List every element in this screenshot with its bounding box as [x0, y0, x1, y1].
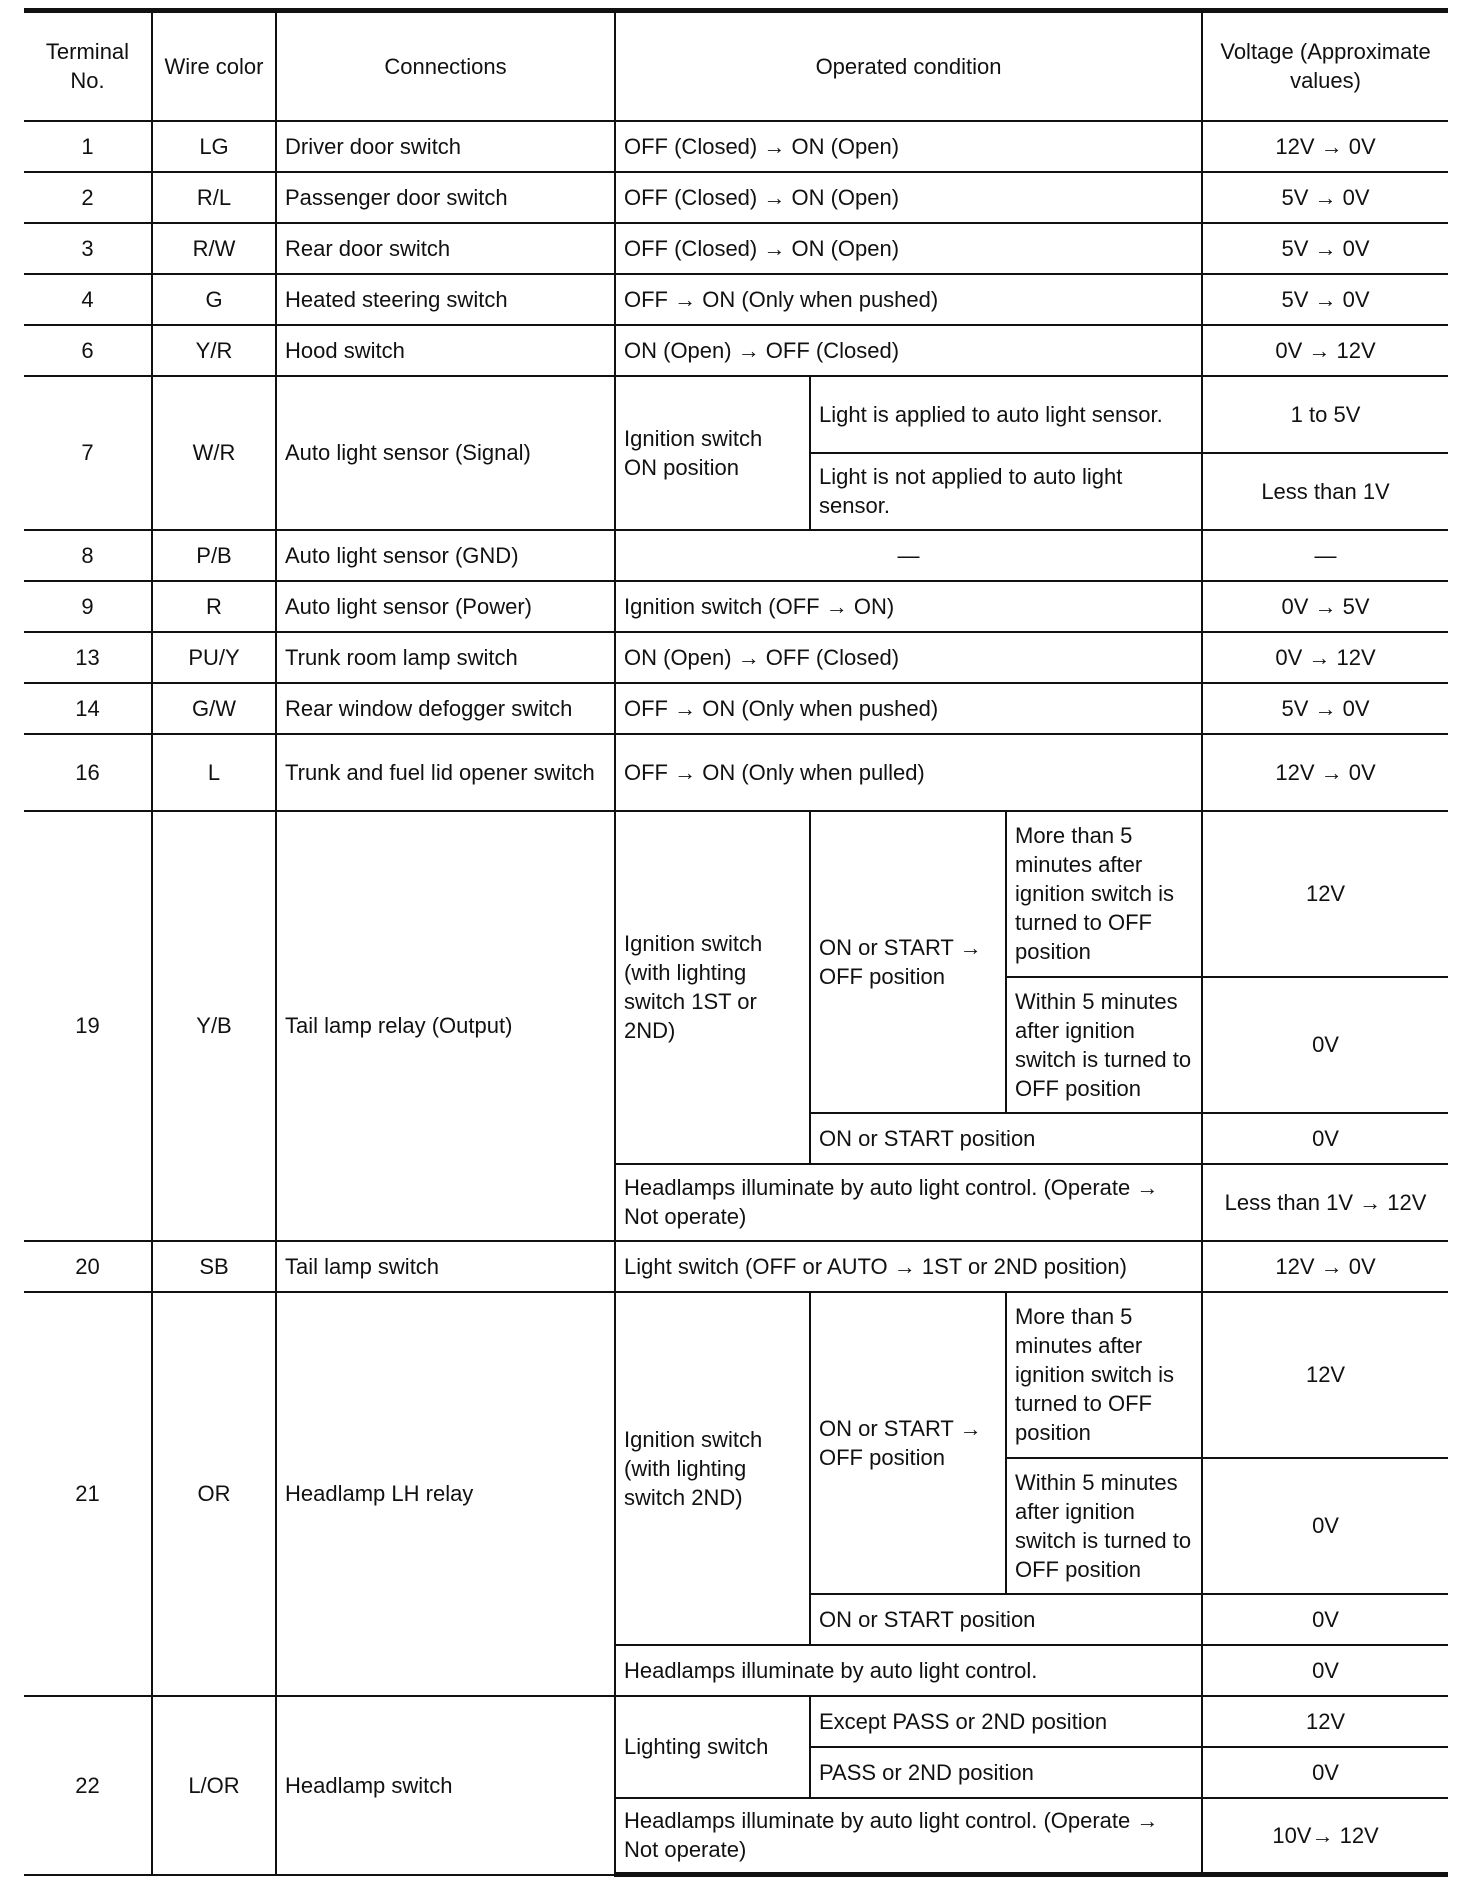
header-operated-condition: Operated condition: [615, 11, 1202, 121]
terminal-voltage-sheet: [24, 8, 1448, 1877]
terminal-number: 21: [24, 1292, 152, 1696]
header-wire-color: Wire color: [152, 11, 276, 121]
wire-color: R/L: [152, 172, 276, 223]
condition-light-applied: Light is applied to auto light sensor.: [810, 376, 1202, 453]
wire-color: R/W: [152, 223, 276, 274]
voltage-value: 5V → 0V: [1202, 683, 1448, 734]
table-row-terminal-16: [24, 734, 1448, 811]
table-row-terminal-8: [24, 530, 1448, 581]
terminal-number: 1: [24, 121, 152, 172]
condition-group: Ignition switch (with lighting switch 2ND): [615, 1292, 810, 1645]
condition-subgroup: ON or START → OFF position: [810, 811, 1006, 1113]
wire-color: PU/Y: [152, 632, 276, 683]
voltage-value: 5V → 0V: [1202, 172, 1448, 223]
terminal-number: 2: [24, 172, 152, 223]
table-row-terminal-14: [24, 683, 1448, 734]
voltage-value: 1 to 5V: [1202, 376, 1448, 453]
voltage-value: Less than 1V → 12V: [1202, 1164, 1448, 1241]
connection: Hood switch: [276, 325, 615, 376]
table-row-terminal-13: [24, 632, 1448, 683]
wire-color: P/B: [152, 530, 276, 581]
wire-color: L/OR: [152, 1696, 276, 1875]
connection: Rear window defogger switch: [276, 683, 615, 734]
terminal-number: 16: [24, 734, 152, 811]
condition-light-not-applied: Light is not applied to auto light sensor.: [810, 453, 1202, 530]
condition-auto-light-control: Headlamps illuminate by auto light control. (Operate → Not operate): [615, 1798, 1202, 1875]
table-row-terminal-6: [24, 325, 1448, 376]
operated-condition: OFF (Closed) → ON (Open): [615, 121, 1202, 172]
voltage-value: 12V: [1202, 811, 1448, 977]
table-row-terminal-9: [24, 581, 1448, 632]
connection: Passenger door switch: [276, 172, 615, 223]
wire-color: W/R: [152, 376, 276, 530]
wire-color: R: [152, 581, 276, 632]
condition-pass-or-2nd: PASS or 2ND position: [810, 1747, 1202, 1798]
voltage-value: 0V → 12V: [1202, 325, 1448, 376]
voltage-value: 0V → 5V: [1202, 581, 1448, 632]
connection: Rear door switch: [276, 223, 615, 274]
operated-condition: ON (Open) → OFF (Closed): [615, 632, 1202, 683]
wire-color: OR: [152, 1292, 276, 1696]
voltage-value: 12V: [1202, 1696, 1448, 1747]
table-row-terminal-2: [24, 172, 1448, 223]
operated-condition: Light switch (OFF or AUTO → 1ST or 2ND position): [615, 1241, 1202, 1292]
voltage-value: 12V: [1202, 1292, 1448, 1458]
terminal-number: 14: [24, 683, 152, 734]
terminal-number: 20: [24, 1241, 152, 1292]
voltage-value: —: [1202, 530, 1448, 581]
voltage-value: 0V: [1202, 1645, 1448, 1696]
voltage-value: 12V → 0V: [1202, 121, 1448, 172]
terminal-number: 3: [24, 223, 152, 274]
connection: Driver door switch: [276, 121, 615, 172]
condition-more-than-5-min: More than 5 minutes after ignition switch is turned to OFF position: [1006, 811, 1202, 977]
connection: Trunk and fuel lid opener switch: [276, 734, 615, 811]
terminal-number: 8: [24, 530, 152, 581]
connection: Auto light sensor (GND): [276, 530, 615, 581]
table-row-terminal-4: [24, 274, 1448, 325]
terminal-number: 19: [24, 811, 152, 1241]
connection: Auto light sensor (Power): [276, 581, 615, 632]
voltage-value: 5V → 0V: [1202, 223, 1448, 274]
voltage-value: 0V → 12V: [1202, 632, 1448, 683]
header-connections: Connections: [276, 11, 615, 121]
terminal-voltage-table: [24, 8, 1448, 1877]
wire-color: G/W: [152, 683, 276, 734]
terminal-number: 4: [24, 274, 152, 325]
condition-auto-light-control: Headlamps illuminate by auto light control.: [615, 1645, 1202, 1696]
voltage-value: 10V→ 12V: [1202, 1798, 1448, 1875]
condition-auto-light-control: Headlamps illuminate by auto light control. (Operate → Not operate): [615, 1164, 1202, 1241]
table-header-row: [24, 11, 1448, 121]
voltage-value: 5V → 0V: [1202, 274, 1448, 325]
condition-except-pass: Except PASS or 2ND position: [810, 1696, 1202, 1747]
voltage-value: 0V: [1202, 1594, 1448, 1645]
terminal-number: 9: [24, 581, 152, 632]
condition-on-or-start: ON or START position: [810, 1113, 1202, 1164]
operated-condition: Ignition switch (OFF → ON): [615, 581, 1202, 632]
header-voltage: Voltage (Approximate values): [1202, 11, 1448, 121]
operated-condition: OFF → ON (Only when pulled): [615, 734, 1202, 811]
voltage-value: 0V: [1202, 1113, 1448, 1164]
table-row-terminal-22: [24, 1696, 1448, 1747]
terminal-number: 22: [24, 1696, 152, 1875]
table-row-terminal-3: [24, 223, 1448, 274]
voltage-value: 0V: [1202, 1458, 1448, 1594]
terminal-number: 13: [24, 632, 152, 683]
terminal-number: 7: [24, 376, 152, 530]
condition-subgroup: ON or START → OFF position: [810, 1292, 1006, 1594]
connection: Trunk room lamp switch: [276, 632, 615, 683]
voltage-value: 0V: [1202, 1747, 1448, 1798]
wire-color: L: [152, 734, 276, 811]
operated-condition: OFF (Closed) → ON (Open): [615, 223, 1202, 274]
condition-group: Lighting switch: [615, 1696, 810, 1798]
wire-color: Y/R: [152, 325, 276, 376]
connection: Tail lamp relay (Output): [276, 811, 615, 1241]
condition-within-5-min: Within 5 minutes after ignition switch is turned to OFF position: [1006, 977, 1202, 1113]
operated-condition: OFF → ON (Only when pushed): [615, 683, 1202, 734]
wire-color: G: [152, 274, 276, 325]
header-terminal-no: Terminal No.: [24, 11, 152, 121]
operated-condition: OFF → ON (Only when pushed): [615, 274, 1202, 325]
connection: Headlamp LH relay: [276, 1292, 615, 1696]
terminal-number: 6: [24, 325, 152, 376]
operated-condition: ON (Open) → OFF (Closed): [615, 325, 1202, 376]
condition-group: Ignition switch ON position: [615, 376, 810, 530]
wire-color: Y/B: [152, 811, 276, 1241]
condition-group: Ignition switch (with lighting switch 1ST or 2ND): [615, 811, 810, 1164]
voltage-value: 12V → 0V: [1202, 1241, 1448, 1292]
condition-within-5-min: Within 5 minutes after ignition switch is turned to OFF position: [1006, 1458, 1202, 1594]
voltage-value: Less than 1V: [1202, 453, 1448, 530]
voltage-value: 0V: [1202, 977, 1448, 1113]
connection: Auto light sensor (Signal): [276, 376, 615, 530]
condition-more-than-5-min: More than 5 minutes after ignition switch is turned to OFF position: [1006, 1292, 1202, 1458]
condition-on-or-start: ON or START position: [810, 1594, 1202, 1645]
operated-condition: —: [615, 530, 1202, 581]
wire-color: SB: [152, 1241, 276, 1292]
connection: Headlamp switch: [276, 1696, 615, 1875]
connection: Tail lamp switch: [276, 1241, 615, 1292]
table-row-terminal-19: [24, 811, 1448, 977]
wire-color: LG: [152, 121, 276, 172]
table-row-terminal-21: [24, 1292, 1448, 1458]
table-row-terminal-7: [24, 376, 1448, 453]
operated-condition: OFF (Closed) → ON (Open): [615, 172, 1202, 223]
voltage-value: 12V → 0V: [1202, 734, 1448, 811]
connection: Heated steering switch: [276, 274, 615, 325]
table-row-terminal-20: [24, 1241, 1448, 1292]
table-row-terminal-1: [24, 121, 1448, 172]
